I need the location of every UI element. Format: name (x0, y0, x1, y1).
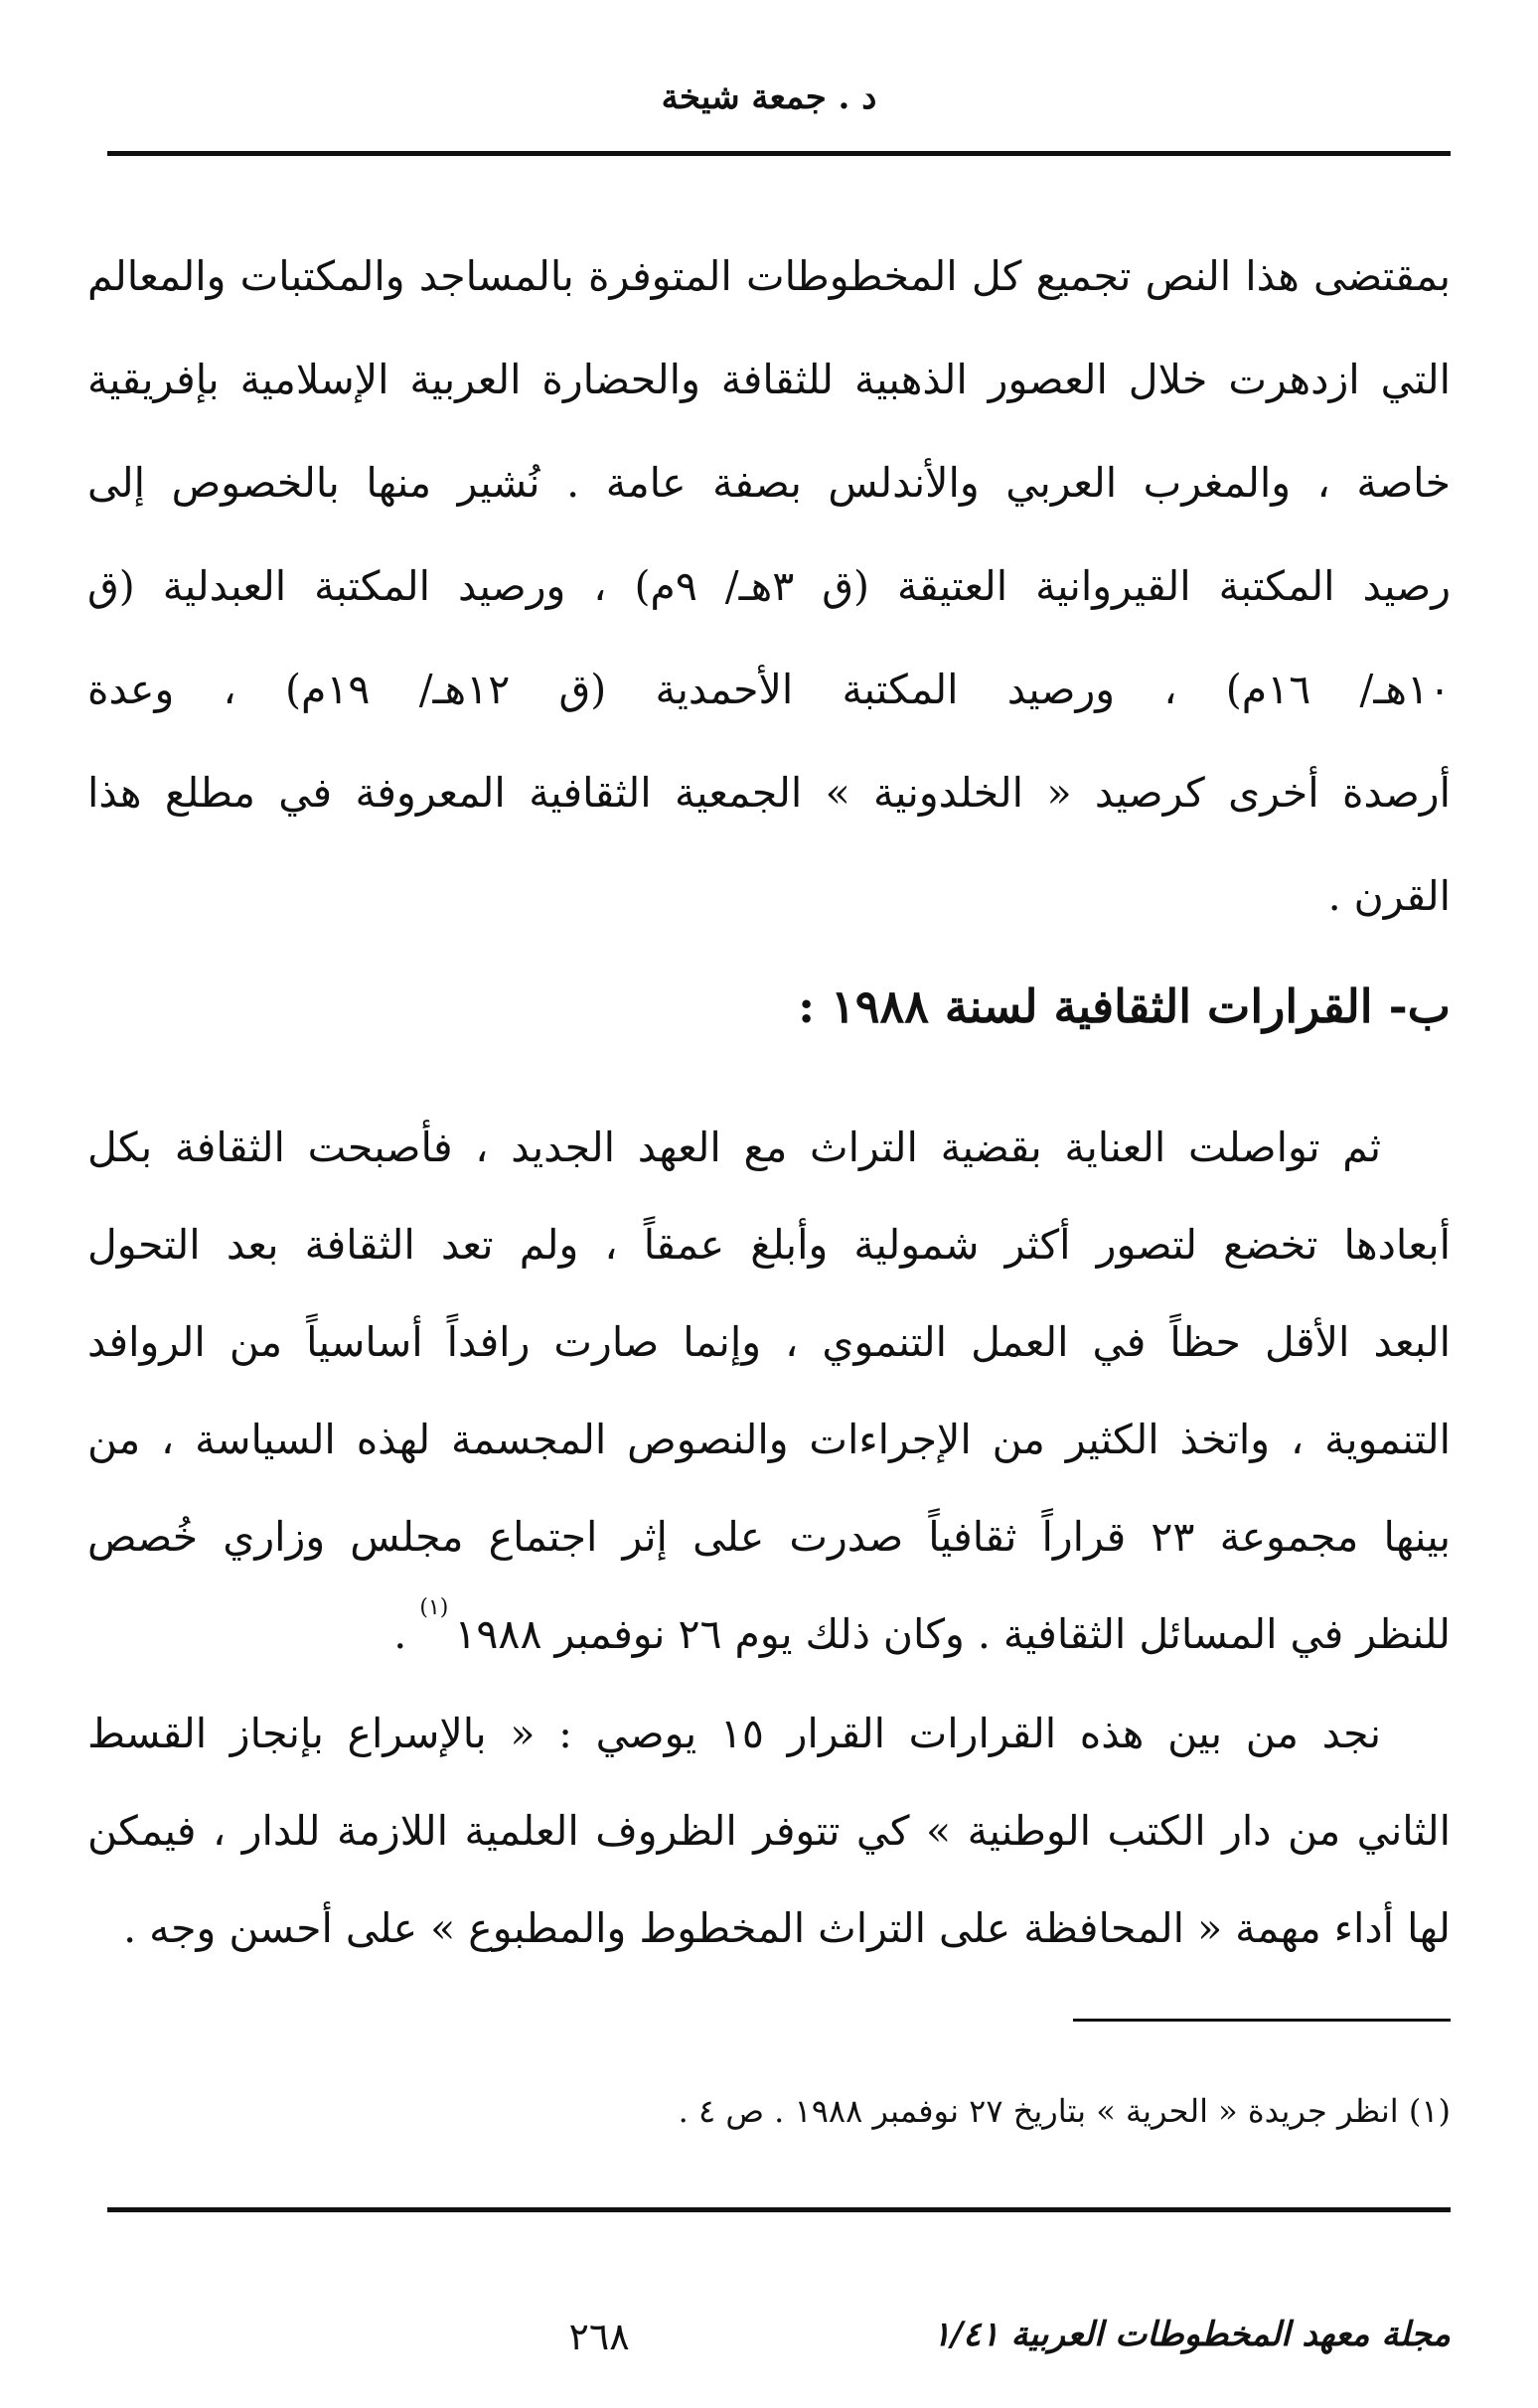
text-line: للنظر في المسائل الثقافية . وكان ذلك يوم ٢٦ نوفمبر ١٩٨٨ (454, 1610, 1451, 1658)
paragraph-2 (87, 1099, 1451, 1683)
text-line: بمقتضى هذا النص تجميع كل المخطوطات المتوفرة بالمساجد والمكتبات والمعالم (87, 252, 1451, 300)
header-rule (107, 151, 1451, 156)
text-line: لها أداء مهمة « المحافظة على التراث المخطوط والمطبوع » على أحسن وجه . (123, 1904, 1451, 1952)
text-line: نجد من بين هذه القرارات القرار ١٥ يوصي : « بالإسراع بإنجاز القسط (87, 1710, 1381, 1757)
paragraph-3 (87, 1685, 1451, 1977)
text-line: بينها مجموعة ٢٣ قراراً ثقافياً صدرت على إثر اجتماع مجلس وزاري خُصص (87, 1513, 1451, 1561)
text-line: خاصة ، والمغرب العربي والأندلس بصفة عامة . نُشير منها بالخصوص إلى (87, 459, 1451, 507)
footnote-reference: (١) (419, 1595, 449, 1620)
text-line: أبعادها تخضع لتصور أكثر شمولية وأبلغ عمقاً ، ولم تعد الثقافة بعد التحول (87, 1221, 1451, 1269)
paragraph-1 (87, 225, 1451, 948)
text-line-with-footnote (87, 1585, 1451, 1683)
footnote-text: (١) انظر جريدة « الحرية » بتاريخ ٢٧ نوفمبر ١٩٨٨ . ص ٤ . (678, 2092, 1451, 2130)
running-header-author: د . جمعة شيخة (661, 77, 877, 117)
line-end-punctuation: . (393, 1610, 420, 1658)
text-line: ثم تواصلت العناية بقضية التراث مع العهد الجديد ، فأصبحت الثقافة بكل (87, 1124, 1381, 1171)
text-line: التي ازدهرت خلال العصور الذهبية للثقافة والحضارة العربية الإسلامية بإفريقية (87, 356, 1451, 403)
text-line: البعد الأقل حظاً في العمل التنموي ، وإنما صارت رافداً أساسياً من الروافد (87, 1318, 1451, 1366)
footer-rule (107, 2207, 1451, 2212)
text-line: الثاني من دار الكتب الوطنية » كي تتوفر الظروف العلمية اللازمة للدار ، فيمكن (87, 1807, 1451, 1855)
text-line: ١٠هـ/ ١٦م) ، ورصيد المكتبة الأحمدية (ق ١٢هـ/ ١٩م) ، وعدة (87, 666, 1452, 713)
section-heading: ب- القرارات الثقافية لسنة ١٩٨٨ : (798, 979, 1451, 1033)
journal-title: مجلة معهد المخطوطات العربية ١/٤١ (932, 2315, 1451, 2354)
page-number: ٢٦٨ (568, 2315, 630, 2358)
text-line: التنموية ، واتخذ الكثير من الإجراءات والنصوص المجسمة لهذه السياسة ، من (87, 1416, 1451, 1463)
text-line: القرن . (1327, 872, 1451, 920)
text-line: أرصدة أخرى كرصيد « الخلدونية » الجمعية الثقافية المعروفة في مطلع هذا (87, 769, 1451, 817)
footnote-separator (1073, 2019, 1451, 2022)
text-line: رصيد المكتبة القيروانية العتيقة (ق ٣هـ/ ٩م) ، ورصيد المكتبة العبدلية (ق (87, 562, 1452, 610)
running-footer (568, 2315, 1451, 2358)
